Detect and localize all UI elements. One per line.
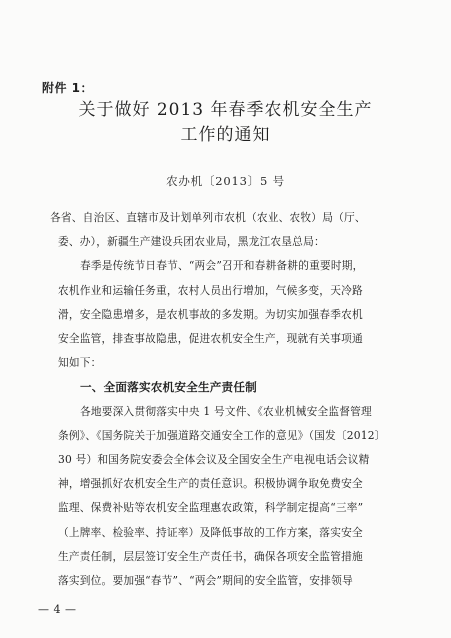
- addressee-line-2: 委、办），新疆生产建设兵团农业局，黑龙江农垦总局：: [58, 235, 325, 249]
- section-1-heading: 一、全面落实农机安全生产责任制: [80, 380, 257, 395]
- paragraph-2-line-8: 落实到位。要加强“春节”、“两会”期间的安全监管，安排领导: [58, 574, 353, 588]
- document-number: 农办机〔2013〕5 号: [166, 174, 285, 188]
- paragraph-2-line-3: 30 号）和国务院安委会全体会议及全国安全生产电视电话会议精: [58, 453, 370, 467]
- paragraph-1-line-4: 安全监管，排查事故隐患，促进农机安全生产，现就有关事项通: [58, 332, 363, 346]
- page-number: — 4 —: [38, 603, 77, 616]
- paragraph-2-line-1: 各地要深入贯彻落实中央 1 号文件、《农业机械安全监督管理: [80, 404, 372, 418]
- paragraph-2-line-6: （上牌率、检验率、持证率）及降低事故的工作方案，落实安全: [58, 525, 363, 539]
- document-body: [50, 206, 404, 593]
- paragraph-1-line-1: 春季是传统节日春节、“两会”召开和春耕备耕的重要时期，: [80, 259, 364, 273]
- document-title-line-1: 关于做好 2013 年春季农机安全生产: [78, 100, 373, 120]
- document-title-line-2: 工作的通知: [180, 125, 271, 145]
- paragraph-2-line-4: 神，增强抓好农机安全生产的责任意识。积极协调争取免费安全: [58, 477, 363, 491]
- attachment-label: 附件 1：: [42, 81, 94, 95]
- paragraph-1-line-2: 农机作业和运输任务重，农村人员出行增加，气候多变，天冷路: [58, 283, 363, 297]
- paragraph-1-line-5: 知如下：: [58, 356, 102, 370]
- paragraph-1-line-3: 滑，安全隐患增多，是农机事故的多发期。为切实加强春季农机: [58, 307, 363, 321]
- addressee-line-1: 各省、自治区、直辖市及计划单列市农机（农业、农牧）局（厅、: [50, 211, 366, 224]
- paragraph-2-line-2: 条例》、《国务院关于加强道路交通安全工作的意见》（国发〔2012〕: [58, 428, 386, 442]
- paragraph-2-line-5: 监理、保费补贴等农机安全监理惠农政策，科学制定提高“三率”: [58, 501, 364, 515]
- paragraph-2-line-7: 生产责任制，层层签订安全生产责任书，确保各项安全监管措施: [58, 549, 363, 563]
